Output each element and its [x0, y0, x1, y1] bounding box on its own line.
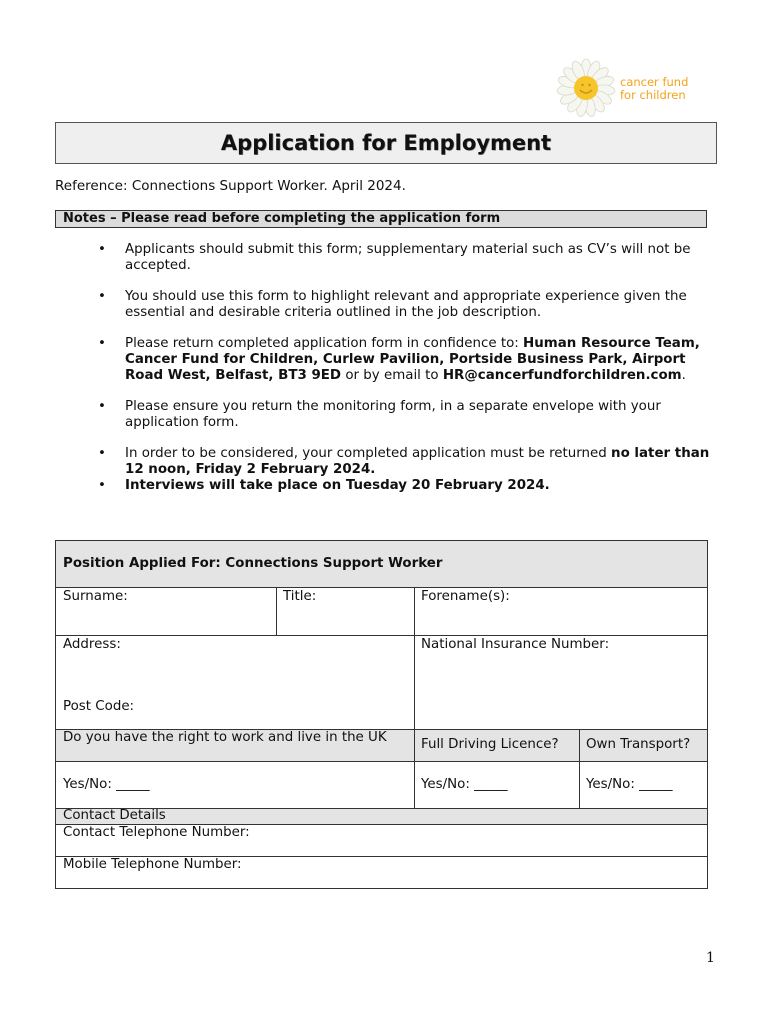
- driving-licence-answer[interactable]: Yes/No: _____: [421, 777, 508, 792]
- divider: [56, 729, 707, 730]
- reference-line: Reference: Connections Support Worker. April 2024.: [55, 178, 406, 194]
- note-text: Please return completed application form in confidence to:: [125, 336, 524, 351]
- divider: [56, 635, 707, 636]
- notes-header: Notes – Please read before completing the application form: [55, 210, 707, 228]
- note-text: You should use this form to highlight relevant and appropriate experience given the essential and desirable criteria outlined in the job description.: [125, 289, 687, 320]
- logo: [548, 52, 708, 122]
- logo-line-1: cancer fund: [620, 75, 689, 89]
- driving-licence-label: Full Driving Licence?: [414, 729, 579, 761]
- divider: [579, 729, 580, 808]
- note-item: [95, 242, 715, 274]
- own-transport-answer[interactable]: Yes/No: _____: [586, 777, 673, 792]
- note-item: [95, 336, 715, 384]
- note-text: In order to be considered, your completed application must be returned: [125, 446, 612, 461]
- interview-date-text: Interviews will take place on Tuesday 20 February 2024.: [125, 478, 550, 493]
- divider: [56, 761, 707, 762]
- notes-list: [95, 242, 715, 494]
- address-field[interactable]: Address:: [63, 637, 121, 652]
- bullet-icon: •: [98, 242, 106, 257]
- bullet-icon: •: [98, 478, 106, 493]
- divider: [414, 587, 415, 808]
- bullet-icon: •: [98, 336, 106, 351]
- daisy-icon: [548, 52, 618, 122]
- hr-email-link[interactable]: HR@cancerfundforchildren.com: [442, 368, 682, 383]
- note-item: [95, 446, 715, 478]
- application-form-table: [55, 540, 708, 889]
- position-applied-cell: Position Applied For: Connections Support Worker: [56, 541, 707, 587]
- bullet-icon: •: [98, 399, 106, 414]
- logo-text: [620, 76, 688, 102]
- divider: [56, 824, 707, 825]
- divider: [56, 808, 707, 809]
- logo-line-2: for children: [620, 88, 686, 102]
- note-text: or by email to: [341, 368, 443, 383]
- page-title: Application for Employment: [55, 122, 717, 164]
- own-transport-label: Own Transport?: [579, 729, 707, 761]
- title-field[interactable]: Title:: [283, 589, 317, 604]
- mobile-phone-field[interactable]: Mobile Telephone Number:: [63, 857, 242, 872]
- page-number: 1: [706, 950, 715, 966]
- forenames-field[interactable]: Forename(s):: [421, 589, 510, 604]
- right-to-work-label: Do you have the right to work and live in the UK: [56, 729, 414, 761]
- note-item: [95, 399, 715, 431]
- post-code-field[interactable]: Post Code:: [63, 699, 135, 714]
- note-text: .: [681, 368, 686, 383]
- return-address: Human Resource Team, Cancer Fund for Children, Curlew Pavilion, Portside Business Park, Airport Road West, Belfast, BT3 9ED: [125, 336, 700, 383]
- right-to-work-answer[interactable]: Yes/No: _____: [63, 777, 150, 792]
- bullet-icon: •: [98, 289, 106, 304]
- deadline-text: no later than 12 noon, Friday 2 February 2024.: [125, 446, 710, 477]
- divider: [56, 587, 707, 588]
- contact-phone-field[interactable]: Contact Telephone Number:: [63, 825, 250, 840]
- national-insurance-field[interactable]: National Insurance Number:: [421, 637, 610, 652]
- divider: [276, 587, 277, 635]
- bullet-icon: •: [98, 446, 106, 461]
- note-item: [95, 478, 715, 494]
- note-text: Please ensure you return the monitoring form, in a separate envelope with your application form.: [125, 399, 661, 430]
- note-item: [95, 289, 715, 321]
- surname-field[interactable]: Surname:: [63, 589, 128, 604]
- divider: [56, 856, 707, 857]
- note-text: Applicants should submit this form; supplementary material such as CV’s will not be accepted.: [125, 242, 691, 273]
- contact-details-header: Contact Details: [56, 808, 707, 824]
